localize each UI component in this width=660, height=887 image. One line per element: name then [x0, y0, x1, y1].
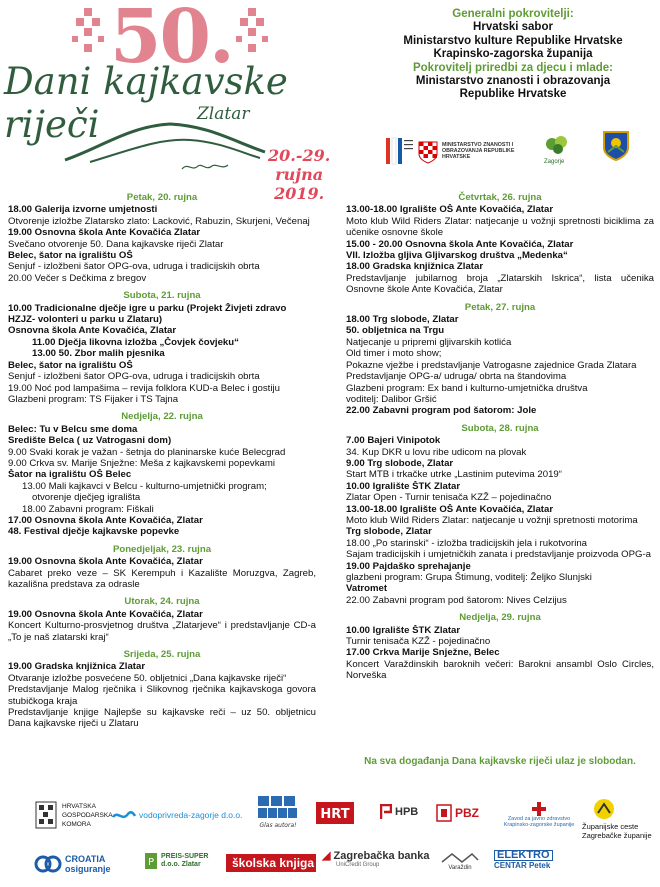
event-heading: Belec, šator na igralištu OŠ	[8, 250, 133, 262]
hpb-icon	[380, 804, 392, 820]
vodoprivreda-logo: vodoprivreda-zagorje d.o.o.	[112, 808, 252, 822]
event-line: 18.00 Zabavni program: Fiškali	[22, 503, 154, 515]
event-heading: Vatromet	[346, 583, 388, 595]
varazdin-icon	[440, 852, 480, 864]
event-line: 19.00 Noć pod lampašima – revija folklora KUD-a Belec i gostiju	[8, 382, 280, 394]
signature-icon	[180, 160, 230, 174]
program-left-column	[8, 186, 316, 730]
event-heading: Šator na igralištu OŠ Belec	[8, 469, 132, 481]
event-line: Predstavljanje knjige Najlepše su kajkavske reči – uz 50. obljetnicu Dana kajkavske riječi u Zlataru	[8, 707, 316, 730]
event-heading: Trg slobode, Zlatar	[346, 526, 432, 538]
event-line: Senjuf - izložbeni šator OPG-ova, udruga i tradicijskih obrta	[8, 261, 260, 273]
event-heading: 50. obljetnica na Trgu	[346, 325, 445, 337]
event-line: Otvaranje izložbe posvećene 50. obljetnici „Dana kajkavske riječi“	[8, 672, 287, 684]
sponsor-logos-row	[384, 128, 660, 176]
general-sponsor: Hrvatski sabor	[473, 21, 553, 34]
hpb-logo: HPB	[380, 804, 430, 820]
pbz-logo: PBZ	[436, 804, 492, 822]
event-line: Koncert Kulturno-prosvjetnog društva „Zlatarjeve“ i predstavljanje CD-a „To je naš zlatarski kraj“	[8, 620, 316, 643]
event-line: Natjecanje u pripremi gljivarskih kotlića	[346, 336, 512, 348]
croatia-osiguranje-icon	[34, 855, 62, 873]
event-heading: 10.00 Igralište ŠTK Zlatar	[346, 480, 461, 492]
event-heading: 19.00 Osnovna škola Ante Kovačića, Zlatar	[8, 608, 203, 620]
anniversary-number: 50.	[110, 0, 233, 80]
event-line: 20.00 Večer s Dečkima z bregov	[8, 272, 147, 284]
day-heading: Srijeda, 25. rujna	[123, 649, 201, 661]
event-line: Glazbeni program: TS Fijaker i TS Tajna	[8, 393, 179, 405]
elektro-centar-logo: ELEKTRO CENTAR Petek	[494, 850, 570, 870]
event-heading: 17.00 Osnovna škola Ante Kovačića, Zlatar	[8, 514, 203, 526]
day-heading: Subota, 21. rujna	[123, 290, 201, 302]
hds-zamp-icon	[258, 796, 298, 830]
day-heading: Nedjelja, 22. rujna	[121, 411, 203, 423]
event-line: 18.00 „Po starinski“ - izložba tradicijskih jela i rukotvorina	[346, 537, 588, 549]
event-line: 9.00 Svaki korak je važan - šetnja do planinarske kuće Belecgrad	[8, 446, 286, 458]
water-wave-icon	[112, 808, 136, 822]
hgk-logo: HRVATSKA GOSPODARSKA KOMORA	[34, 800, 114, 830]
day-heading: Subota, 28. rujna	[461, 422, 539, 434]
festival-dates: 20.-29. rujna 2019.	[268, 146, 331, 203]
pbz-icon	[436, 804, 452, 822]
preis-super-icon	[144, 852, 158, 870]
event-heading: Belec: Tu v Belcu sme doma	[8, 423, 138, 435]
croatian-coat-of-arms-icon	[418, 138, 438, 164]
event-line: Pokazne vježbe i predstavljanje Vatrogasne zajednice Grada Zlatara	[346, 359, 637, 371]
event-line: 34. Kup DKR u lovu ribe udicom na plovak	[346, 446, 527, 458]
event-heading: 18.00 Galerija izvorne umjetnosti	[8, 204, 158, 216]
event-heading: 7.00 Bajeri Vinipotok	[346, 435, 441, 447]
croatia-osiguranje-logo: CROATIA osiguranje	[34, 854, 134, 874]
event-line: Predstavljanje Malog rječnika i Slikovnog rječnika kajkavskoga govora stubičkoga kraja	[8, 684, 316, 707]
ministry-edu-logo: MINISTARSTVO ZNANOSTI I OBRAZOVANJA REPUBLIKE HRVATSKE	[442, 142, 515, 160]
sabor-logo-icon	[384, 134, 414, 168]
event-line: Zlatar Open - Turnir tenisača KZŽ – pojedinačno	[346, 492, 552, 504]
sponsors-block	[378, 8, 648, 102]
event-line: glazbeni program: Grupa Štimung, voditelj: Željko Slunjski	[346, 572, 592, 583]
svg-text:Glas autora!: Glas autora!	[259, 822, 297, 829]
event-heading: 9.00 Trg slobode, Zlatar	[346, 457, 454, 469]
event-heading: 13.00 50. Zbor malih pjesnika	[32, 348, 165, 360]
zagrebacka-banka-logo: ◢ Zagrebačka banka UniCredit Group	[322, 850, 430, 868]
zagorje-logo-icon	[544, 134, 570, 156]
event-heading: 13.00-18.00 Igralište OŠ Ante Kovačića, Zlatar	[346, 204, 554, 216]
skolska-knjiga-logo: školska knjiga	[226, 854, 316, 872]
event-heading: 19.00 Osnovna škola Ante Kovačića Zlatar	[8, 227, 201, 239]
event-line: 22.00 Zabavni program pod šatorom: Nives Celzijus	[346, 594, 567, 606]
day-heading: Petak, 27. rujna	[464, 301, 536, 313]
varazdin-logo: Varaždin	[432, 852, 488, 873]
event-heading: Središte Belca ( uz Vatrogasni dom)	[8, 435, 172, 447]
youth-sponsor-label: Pokrovitelj priredbi za djecu i mlade:	[412, 61, 614, 74]
day-heading: Utorak, 24. rujna	[124, 596, 200, 608]
event-heading: 19.00 Gradska knjižnica Zlatar	[8, 661, 146, 673]
footer-logos	[0, 792, 660, 887]
event-line: otvorenje dječjeg igrališta	[32, 492, 141, 504]
event-line: voditelj: Dalibor Gršić	[346, 393, 437, 405]
event-line: Koncert Varaždinskih baroknih večeri: Barokni ansambl Oslo Circles, Norveška	[346, 658, 654, 682]
youth-sponsor: Republike Hrvatske	[459, 88, 567, 101]
zaba-icon: ◢	[322, 850, 334, 862]
general-sponsor: Ministarstvo kulture Republike Hrvatske	[403, 34, 623, 47]
event-heading: 22.00 Zabavni program pod šatorom: Jole	[346, 405, 537, 417]
event-heading: 10.00 Tradicionalne dječje igre u parku (Projekt Živjeti zdravo	[8, 302, 287, 314]
general-sponsors-label: Generalni pokrovitelji:	[452, 8, 574, 20]
event-heading: 18.00 Gradska knjižnica Zlatar	[346, 261, 484, 273]
zupanijske-ceste-logo: Županijske ceste Zagrebačke županije	[582, 798, 658, 840]
festival-title: Dani kajkavske riječi	[4, 60, 288, 146]
health-cross-icon	[531, 802, 547, 816]
event-heading: 17.00 Crkva Marije Snježne, Belec	[346, 647, 500, 659]
event-heading: 19.00 Osnovna škola Ante Kovačića, Zlatar	[8, 556, 203, 568]
preis-super-logo: P PREIS-SUPER d.o.o. Zlatar	[144, 852, 222, 870]
zzjz-logo: Zavod za javno zdravstvo Krapinsko-zagorske županije	[496, 802, 582, 828]
event-line: 13.00 Mali kajkavci v Belcu - kulturno-umjetnički program;	[22, 480, 267, 492]
zagorje-logo-label: Zagorje	[544, 159, 565, 165]
svg-text:P: P	[147, 857, 155, 868]
event-heading: VII. Izložba gljiva Gljivarskog društva „Medenka“	[346, 250, 568, 262]
folk-ornament-icon	[68, 6, 108, 54]
event-heading: 48. Festival dječje kajkavske popevke	[8, 526, 180, 538]
event-line: Otvorenje izložbe Zlatarsko zlato: Lacković, Rabuzin, Skurjeni, Večenaj	[8, 215, 310, 227]
event-heading: 11.00 Dječja likovna izložba „Čovjek čovjeku“	[32, 336, 239, 348]
day-heading: Petak, 20. rujna	[126, 192, 198, 203]
event-line: Moto klub Wild Riders Zlatar: natjecanje u vožnji spretnosti motorima	[346, 514, 638, 526]
svg-text:HRT: HRT	[320, 807, 350, 822]
county-coat-of-arms-icon	[602, 130, 630, 162]
event-line: Cabaret preko veze – SK Kerempuh i Kazalište Moruzgva, Zagreb, kazališna predstava za odrasle	[8, 567, 316, 590]
festival-city: Zlatar	[197, 104, 250, 124]
youth-sponsor: Ministarstvo znanosti i obrazovanja	[415, 75, 611, 88]
event-line: Turnir tenisača KZŽ - pojedinačno	[346, 636, 491, 648]
event-heading: Osnovna škola Ante Kovačića, Zlatar	[8, 325, 177, 337]
general-sponsor: Krapinsko-zagorska županija	[433, 48, 593, 61]
event-heading: 10.00 Igralište ŠTK Zlatar	[346, 624, 461, 636]
day-heading: Četvrtak, 26. rujna	[458, 192, 542, 203]
hrt-logo	[316, 802, 356, 824]
event-line: Glazbeni program: Ex band i kulturno-umjetnička društva	[346, 382, 588, 394]
event-line: Old timer i moto show;	[346, 348, 442, 360]
program-right-column	[346, 186, 654, 682]
event-heading: Belec, šator na igralištu OŠ	[8, 359, 133, 371]
event-line: Start MTB i trkačke utrke „Lastinim putevima 2019“	[346, 469, 562, 481]
folk-ornament-icon	[232, 6, 272, 54]
event-heading: 15.00 - 20.00 Osnovna škola Ante Kovačića, Zlatar	[346, 238, 574, 250]
day-heading: Nedjelja, 29. rujna	[459, 612, 541, 624]
event-heading: 19.00 Pajdaško sprehajanje	[346, 560, 471, 572]
event-heading: HZJZ- volonteri u parku u Zlataru)	[8, 314, 163, 326]
hills-icon	[60, 118, 270, 168]
event-line: Predstavljanje jubilarnog broja „Zlatarskih Iskrica“, lista učenika Osnovne škole Ante Kovačića, Zlatar	[346, 272, 654, 296]
event-line: Predstavljanje OPG-a/ udruga/ obrta na štandovima	[346, 371, 567, 383]
event-line: Sajam tradicijskih i umjetničkih zanata i predstavljanje proizvoda OPG-a	[346, 549, 652, 561]
event-line: Svečano otvorenje 50. Dana kajkavske riječi Zlatar	[8, 238, 224, 250]
day-heading: Ponedjeljak, 23. rujna	[112, 543, 212, 555]
event-line: Senjuf - izložbeni šator OPG-ova, udruga i tradicijskih obrta	[8, 371, 260, 383]
hds-zamp-logo	[258, 796, 308, 830]
hrt-icon	[316, 802, 354, 824]
road-sign-icon	[592, 798, 616, 820]
event-heading: 13.00-18.00 Igralište OŠ Ante Kovačića, Zlatar	[346, 503, 554, 515]
free-entry-note: Na sva događanja Dana kajkavske riječi ulaz je slobodan.	[364, 756, 636, 767]
hgk-icon	[34, 800, 58, 830]
event-heading: 18.00 Trg slobode, Zlatar	[346, 314, 459, 326]
event-line: 9.00 Crkva sv. Marije Snježne: Meša z kajkavskemi popevkami	[8, 457, 275, 469]
event-line: Moto klub Wild Riders Zlatar: natjecanje u vožnji spretnosti biciklima za učenike osnovne škole	[346, 215, 654, 239]
